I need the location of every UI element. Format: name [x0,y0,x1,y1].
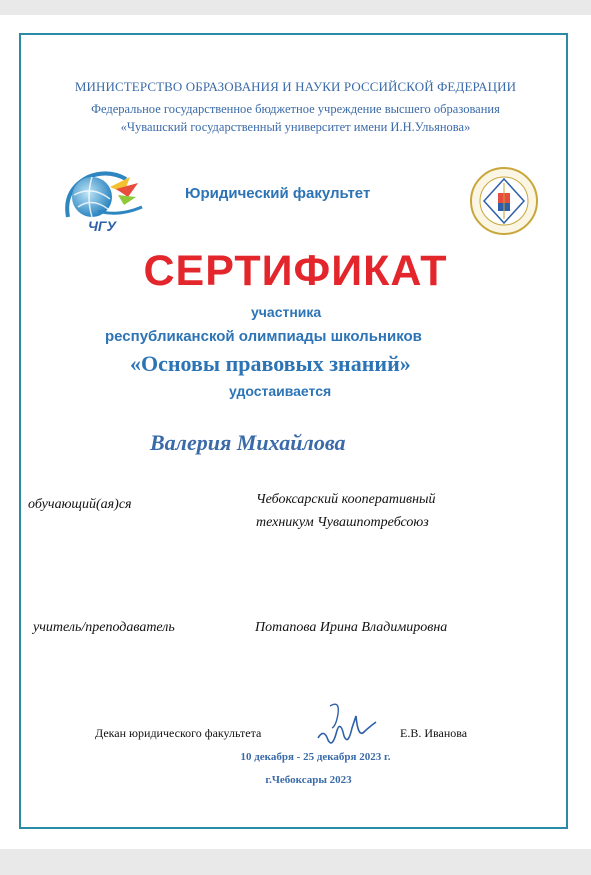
olympiad-name: «Основы правовых знаний» [130,351,411,376]
dean-signature [310,698,380,750]
school-name-line-1: Чебоксарский кооперативный [256,492,436,507]
dean-label: Декан юридического факультета [95,726,262,740]
subtitle-olympiad: республиканской олимпиады школьников [105,328,422,345]
faculty-name: Юридический факультет [185,185,371,202]
ministry-heading: МИНИСТЕРСТВО ОБРАЗОВАНИЯ И НАУКИ РОССИЙСКОЙ ФЕДЕРАЦИИ [74,79,517,94]
logo-lettering: ЧГУ [88,218,116,234]
institution-line-2: «Чувашский государственный университет имени И.Н.Ульянова» [120,120,471,134]
student-label: обучающий(ая)ся [28,497,132,512]
certificate-page [0,15,591,849]
school-name-line-2: техникум Чувашпотребсоюз [256,515,429,530]
faculty-emblem [468,165,540,237]
subtitle-participant: участника [251,304,322,320]
teacher-label: учитель/преподаватель [33,620,175,635]
recipient-name: Валерия Михайлова [150,430,346,455]
awarded-text: удостаивается [229,383,332,399]
teacher-name: Потапова Ирина Владимировна [255,620,448,635]
city-year: г.Чебоксары 2023 [265,774,352,786]
institution-line-1: Федеральное государственное бюджетное учреждение высшего образования [91,102,500,116]
university-logo [58,165,148,235]
olympiad-dates: 10 декабря - 25 декабря 2023 г. [240,751,391,763]
dean-name: Е.В. Иванова [400,726,468,740]
certificate-title: СЕРТИФИКАТ [143,247,448,295]
